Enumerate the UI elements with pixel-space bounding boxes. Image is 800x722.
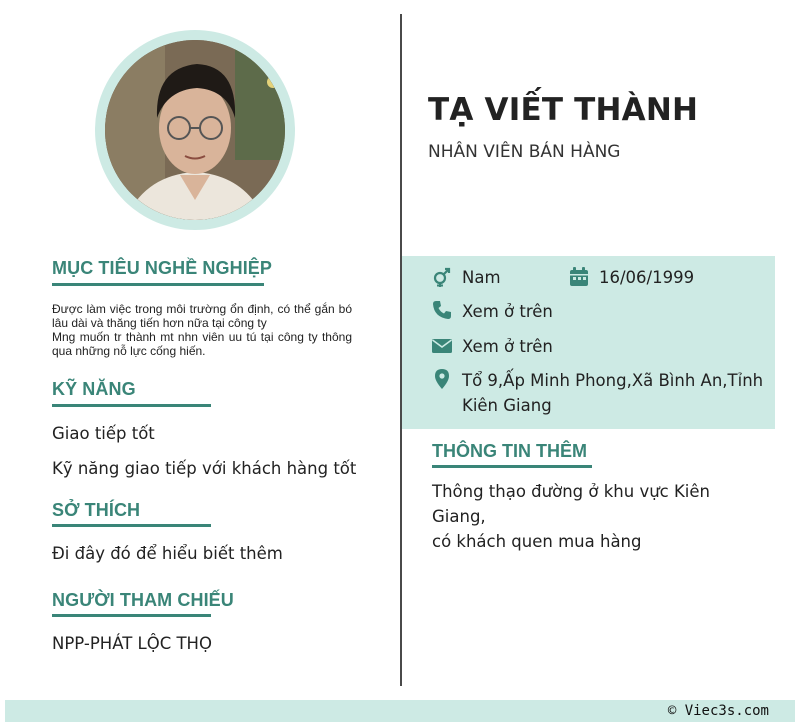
skills-heading: KỸ NĂNG bbox=[52, 379, 136, 399]
email-icon bbox=[432, 336, 452, 356]
location-icon bbox=[432, 369, 452, 389]
birthdate-value: 16/06/1999 bbox=[599, 268, 695, 287]
address-value bbox=[462, 368, 763, 418]
objective-text bbox=[52, 302, 352, 358]
objective-underline bbox=[52, 283, 264, 286]
phone-value: Xem ở trên bbox=[462, 302, 553, 321]
footer-bar bbox=[5, 700, 795, 722]
avatar-photo bbox=[105, 40, 285, 220]
gender-icon bbox=[432, 267, 452, 287]
skill-item: Giao tiếp tốt bbox=[52, 424, 155, 443]
reference-item: NPP-PHÁT LỘC THỌ bbox=[52, 634, 212, 653]
more-info-line-1: Thông thạo đường ở khu vực Kiên Giang, bbox=[432, 482, 710, 526]
objective-line-1: Được làm việc trong môi trường ổn định, có thể gắn bó lâu dài và thăng tiến hơn nữa tại công ty bbox=[52, 302, 352, 330]
gender-value: Nam bbox=[462, 268, 501, 287]
candidate-name: TẠ VIẾT THÀNH bbox=[428, 92, 699, 128]
hobbies-heading: SỞ THÍCH bbox=[52, 500, 141, 520]
more-info-underline bbox=[432, 465, 592, 468]
address-line-1: Tổ 9,Ấp Minh Phong,Xã Bình An,Tỉnh bbox=[462, 371, 764, 390]
more-info-line-2: có khách quen mua hàng bbox=[432, 532, 642, 551]
phone-icon bbox=[432, 300, 452, 320]
objective-line-2: Mng muốn tr thành mt nhn viên uu tú tại công ty thông qua những nỗ lực cống hiến. bbox=[52, 330, 352, 358]
avatar bbox=[105, 40, 285, 220]
address-line-2: Kiên Giang bbox=[462, 396, 552, 415]
hobby-item: Đi đây đó để hiểu biết thêm bbox=[52, 544, 283, 563]
more-info-text bbox=[432, 479, 762, 554]
footer-credit: © Viec3s.com bbox=[667, 703, 769, 719]
references-underline bbox=[52, 614, 211, 617]
objective-heading: MỤC TIÊU NGHỀ NGHIỆP bbox=[52, 258, 273, 278]
references-heading: NGƯỜI THAM CHIẾU bbox=[52, 590, 234, 610]
hobbies-underline bbox=[52, 524, 211, 527]
more-info-heading: THÔNG TIN THÊM bbox=[432, 441, 587, 461]
skills-underline bbox=[52, 404, 211, 407]
calendar-icon bbox=[569, 267, 589, 287]
email-value: Xem ở trên bbox=[462, 337, 553, 356]
candidate-title: NHÂN VIÊN BÁN HÀNG bbox=[428, 142, 621, 162]
skill-item: Kỹ năng giao tiếp với khách hàng tốt bbox=[52, 459, 357, 478]
